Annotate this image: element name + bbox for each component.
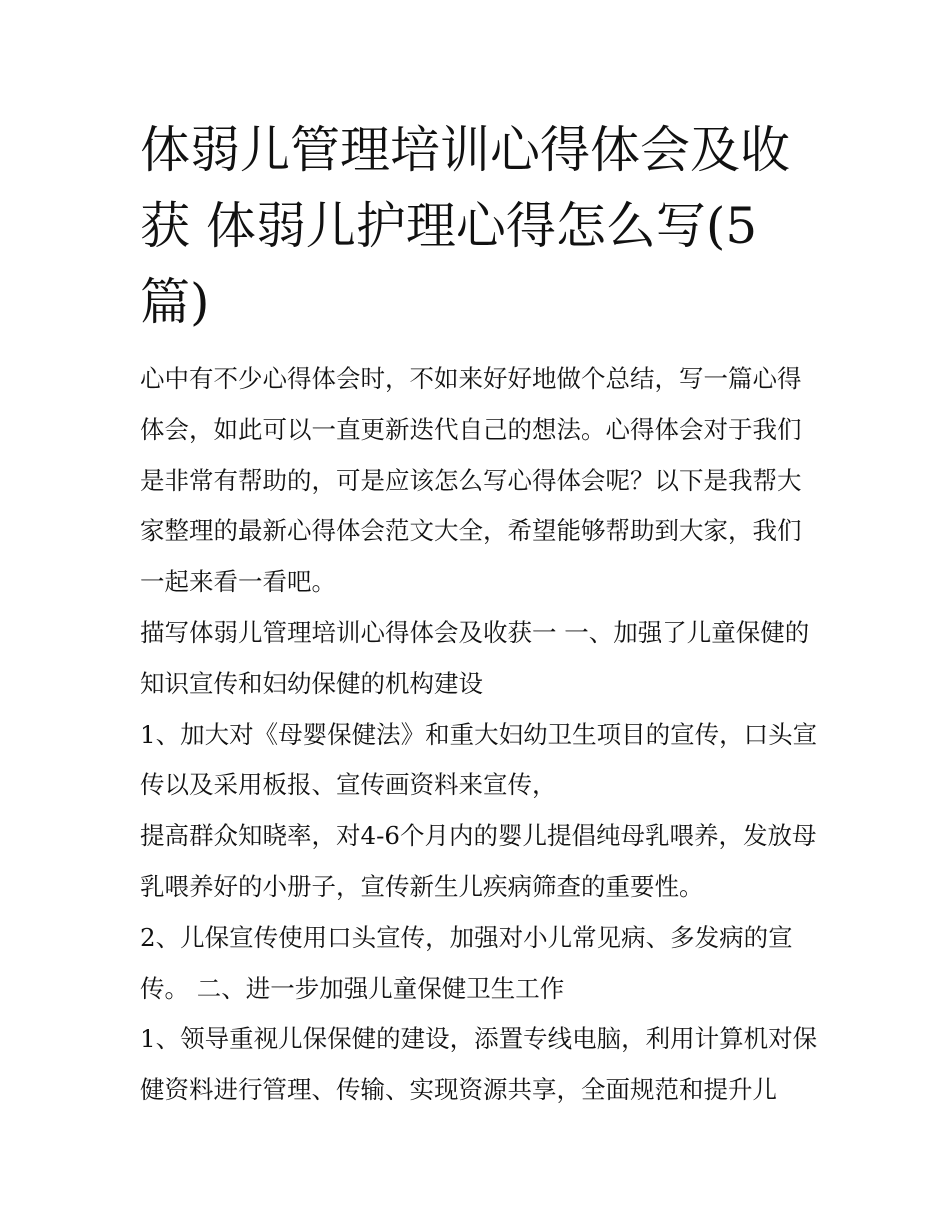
paragraph-section-heading: 描写体弱儿管理培训心得体会及收获一 一、加强了儿童保健的知识宣传和妇幼保健的机构建设: [140, 617, 810, 698]
paragraph-item-3: 1、领导重视儿保保健的建设，添置专线电脑，利用计算机对保健资料进行管理、传输、实现资源共享，全面规范和提升儿: [140, 1024, 818, 1105]
document-title: [140, 112, 820, 340]
paragraph-item-2: 2、儿保宣传使用口头宣传，加强对小儿常见病、多发病的宣传。 二、进一步加强儿童保健卫生工作: [140, 922, 793, 1003]
document-title-text: 体弱儿管理培训心得体会及收获 体弱儿护理心得怎么写(5篇): [140, 121, 790, 331]
paragraph-intro: 心中有不少心得体会时，不如来好好地做个总结，写一篇心得体会，如此可以一直更新迭代自己的想法。心得体会对于我们是非常有帮助的，可是应该怎么写心得体会呢？以下是我帮大家整理的最新心得体会范文大全，希望能够帮助到大家，我们一起来看一看吧。: [140, 364, 802, 597]
paragraph-item-1-continued: 提高群众知晓率，对4-6个月内的婴儿提倡纯母乳喂养，发放母乳喂养好的小册子，宣传新生儿疾病筛查的重要性。: [140, 821, 817, 901]
paragraph-item-1: 1、加大对《母婴保健法》和重大妇幼卫生项目的宣传，口头宣传以及采用板报、宣传画资料来宣传，: [140, 719, 818, 800]
document-body: [140, 354, 820, 1116]
